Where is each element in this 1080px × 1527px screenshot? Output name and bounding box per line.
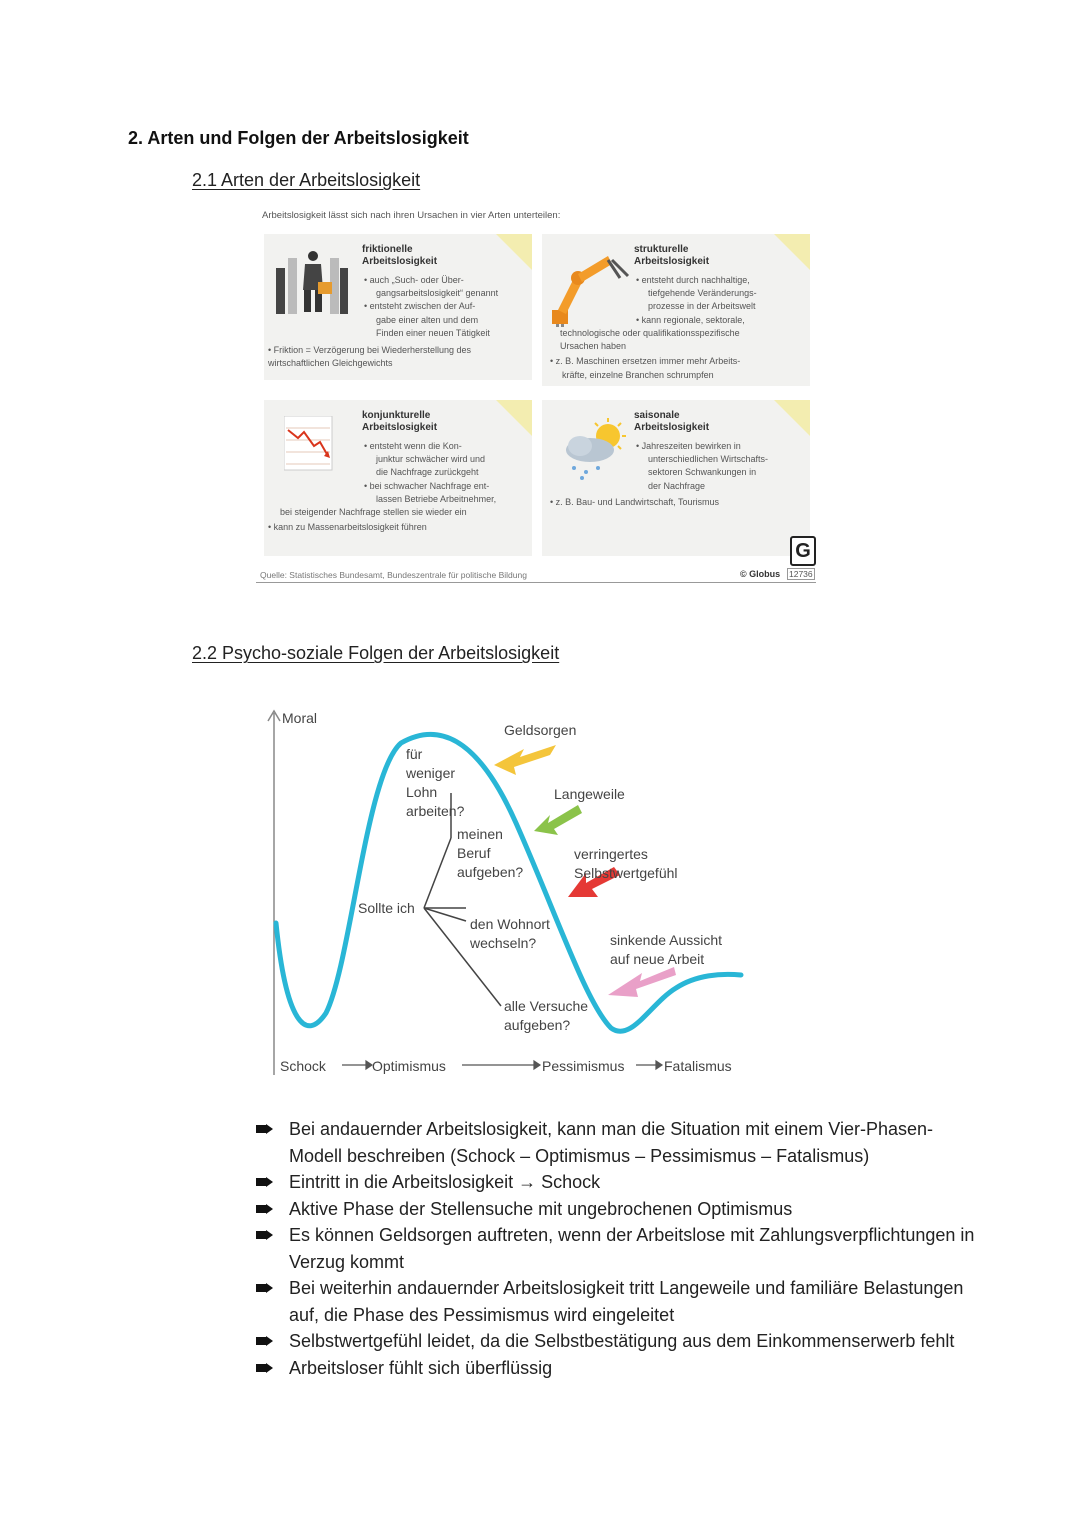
panel-text: • entsteht wenn die Kon- junktur schwächer wird und die Nachfrage zurückgeht • bei schwacher Nachfrage ent- lassen Betriebe Arbeitnehmer, — [364, 441, 497, 504]
panel-title: konjunkturelle Arbeitslosigkeit — [362, 410, 438, 433]
divider — [256, 582, 816, 583]
bullet-text: Arbeitsloser fühlt sich überflüssig — [289, 1357, 553, 1378]
question-move: den Wohnort wechseln? — [470, 916, 550, 951]
phase-pessimism: Pessimismus — [542, 1058, 625, 1074]
arrow-bullet-icon — [256, 1283, 273, 1293]
globus-brand: © Globus — [740, 569, 781, 579]
panel-title: strukturelle Arbeitslosigkeit — [634, 244, 710, 267]
phase-shock: Schock — [280, 1058, 326, 1074]
question-give-up-job: meinen Beruf aufgeben? — [457, 826, 524, 880]
panel-fold — [496, 234, 532, 270]
panel-text-wide: technologische oder qualifikationsspezifische Ursachen haben • z. B. Maschinen ersetzen immer mehr Arbeits- kräfte, einzelne Branchen schrumpfen — [550, 328, 741, 380]
arrow-bullet-icon — [256, 1336, 273, 1346]
boredom-arrow — [534, 805, 582, 835]
money-worries-arrow — [494, 745, 556, 775]
infographic-source: Quelle: Statistisches Bundesamt, Bundeszentrale für politische Bildung — [260, 570, 527, 580]
section-heading-types: 2.1 Arten der Arbeitslosigkeit — [192, 170, 421, 190]
bullet-text: Aktive Phase der Stellensuche mit ungebrochenen Optimismus — [289, 1198, 793, 1219]
panel-fold — [774, 234, 810, 270]
phase-fatalism: Fatalismus — [664, 1058, 732, 1074]
globus-logo: G — [790, 536, 816, 566]
bullet-item — [256, 1222, 976, 1275]
y-axis-label: Moral — [282, 710, 318, 726]
panel-fold — [496, 400, 532, 436]
question-give-up: alle Versuche aufgeben? — [504, 998, 589, 1033]
bullet-text: Selbstwertgefühl leidet, da die Selbstbestätigung aus dem Einkommenserwerb fehlt — [289, 1331, 955, 1351]
document-heading: 2. Arten und Folgen der Arbeitslosigkeit — [128, 128, 469, 148]
panel-fold — [774, 400, 810, 436]
section-heading-consequences: 2.2 Psycho-soziale Folgen der Arbeitslosigkeit — [192, 643, 560, 663]
office-worker-icon — [274, 246, 350, 318]
arrow-bullet-icon — [256, 1230, 273, 1240]
panel-seasonal — [542, 400, 810, 556]
panel-frictional — [264, 234, 532, 380]
panel-text: • entsteht durch nachhaltige, tiefgehende Veränderungs- prozesse in der Arbeitswelt • kann regionale, sektorale, — [636, 275, 757, 325]
bullet-item — [256, 1328, 976, 1355]
bullet-item — [256, 1355, 976, 1382]
panel-cyclical — [264, 400, 532, 556]
globus-number: 12736 — [789, 569, 813, 579]
cause-label-boredom: Langeweile — [554, 786, 625, 802]
bullet-text: Bei weiterhin andauernder Arbeitslosigkeit tritt Langeweile und familiäre Belastungen auf, die Phase des Pessimismus wird eingeleitet — [289, 1278, 964, 1325]
bullet-item — [256, 1116, 976, 1169]
cause-label-self-esteem: verringertes Selbstwertgefühl — [574, 846, 678, 881]
bullet-text: Es können Geldsorgen auftreten, wenn der Arbeitslose mit Zahlungsverpflichtungen in Verzug kommt — [289, 1225, 975, 1272]
phase-optimism: Optimismus — [372, 1058, 446, 1074]
cause-label-prospects: sinkende Aussicht auf neue Arbeit — [610, 932, 723, 967]
question-root: Sollte ich — [358, 900, 415, 916]
panel-text-wide: bei steigender Nachfrage stellen sie wieder ein • kann zu Massenarbeitslosigkeit führen — [268, 507, 467, 533]
bullet-list — [256, 1116, 976, 1381]
panel-title: saisonale Arbeitslosigkeit — [634, 410, 710, 433]
arrow-bullet-icon — [256, 1177, 273, 1187]
robot-arm-icon — [548, 248, 632, 328]
bullet-text: Bei andauernder Arbeitslosigkeit, kann man die Situation mit einem Vier-Phasen-Modell beschreiben (Schock – Optimismus – Pessimismus – Fatalismus) — [289, 1119, 934, 1166]
bullet-item — [256, 1196, 976, 1223]
arrow-bullet-icon — [256, 1363, 273, 1373]
panel-text: • Jahreszeiten bewirken in unterschiedlichen Wirtschafts- sektoren Schwankungen in der Nachfrage — [636, 441, 769, 491]
unemployment-types-infographic — [256, 204, 816, 584]
arrow-bullet-icon — [256, 1124, 273, 1134]
panel-text-wide: • z. B. Bau- und Landwirtschaft, Tourismus — [550, 497, 720, 507]
question-lower-pay: für weniger Lohn arbeiten? — [406, 746, 465, 819]
panel-text: • auch „Such- oder Über- gangsarbeitslosigkeit“ genannt • entsteht zwischen der Auf- gabe einer alten und dem Finden einer neuen Tätigkeit — [364, 275, 499, 338]
declining-chart-icon — [284, 416, 334, 472]
panel-title: friktionelle Arbeitslosigkeit — [362, 244, 438, 267]
bullet-item — [256, 1169, 976, 1196]
bullet-item — [256, 1275, 976, 1328]
moral-curve-figure — [256, 683, 760, 1097]
infographic-intro: Arbeitslosigkeit lässt sich nach ihren Ursachen in vier Arten unterteilen: — [262, 210, 561, 221]
weather-icon — [556, 416, 636, 482]
panel-structural — [542, 234, 810, 386]
cause-label-money: Geldsorgen — [504, 722, 577, 738]
panel-text-wide: • Friktion = Verzögerung bei Wiederherstellung des wirtschaftlichen Gleichgewichts — [268, 345, 472, 369]
arrow-bullet-icon — [256, 1204, 273, 1214]
bullet-text: Eintritt in die Arbeitslosigkeit → Schock — [289, 1172, 601, 1192]
